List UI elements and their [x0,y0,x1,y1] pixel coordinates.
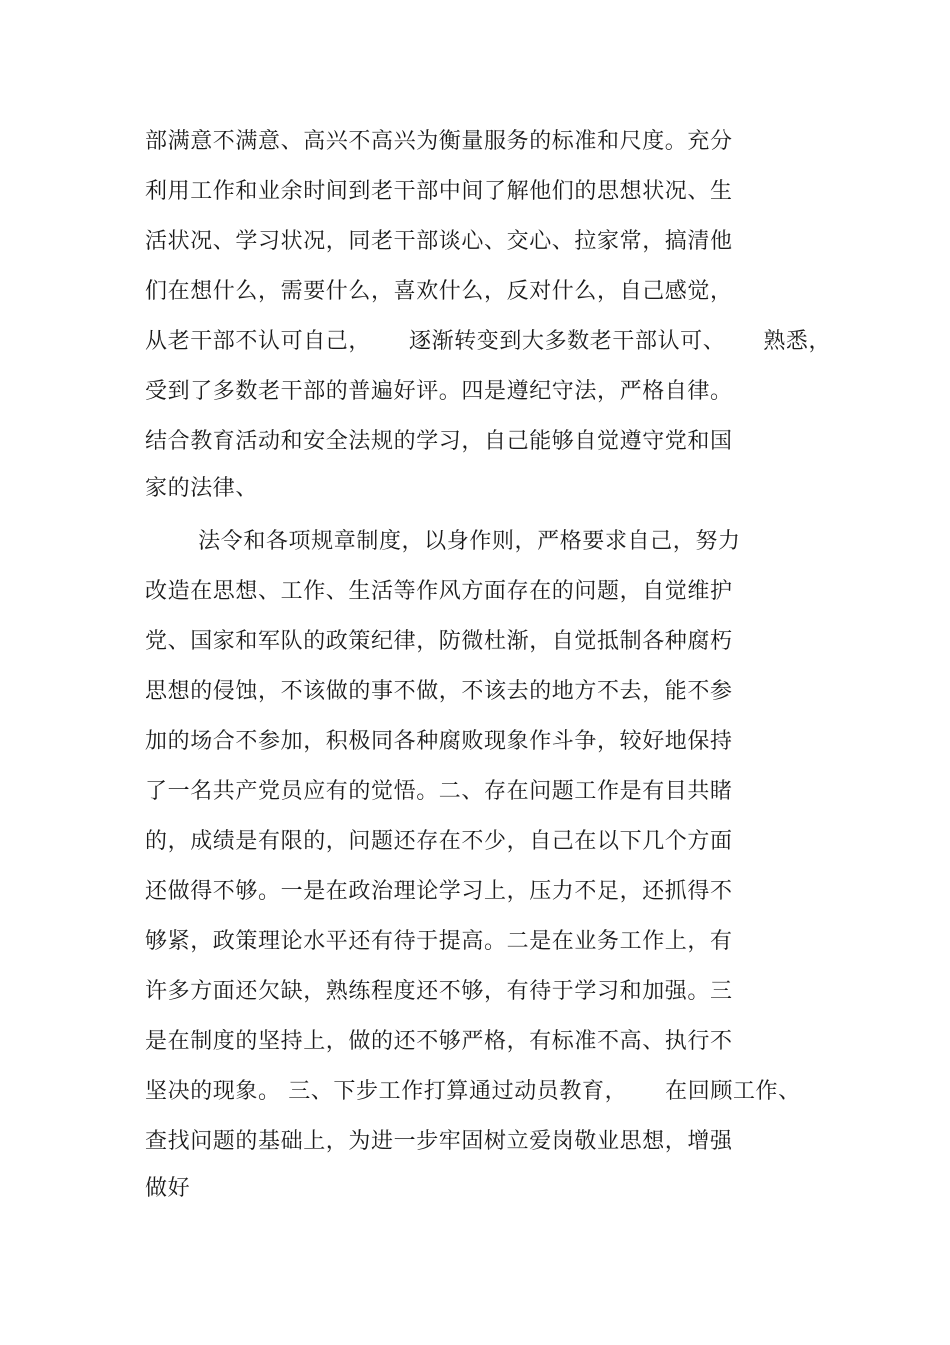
text-line: 加的场合不参加，积极同各种腐败现象作斗争，较好地保持 [145,729,733,754]
text-line: 利用工作和业余时间到老干部中间了解他们的思想状况、生 [145,179,733,204]
text-line: 了一名共产党员应有的觉悟。二、存在问题工作是有目共睹 [145,779,733,804]
text-line: 坚决的现象。 三、下步工作打算通过动员教育， 在回顾工作、 [145,1079,801,1104]
text-line: 还做得不够。一是在政治理论学习上，压力不足，还抓得不 [145,879,733,904]
text-line: 查找问题的基础上，为进一步牢固树立爱岗敬业思想，增强 [145,1129,733,1154]
text-line: 改造在思想、工作、生活等作风方面存在的问题，自觉维护 [145,579,733,604]
text-line: 部满意不满意、高兴不高兴为衡量服务的标准和尺度。充分 [145,129,733,154]
text-line: 党、国家和军队的政策纪律，防微杜渐，自觉抵制各种腐朽 [145,629,733,654]
text-line: 许多方面还欠缺，熟练程度还不够，有待于学习和加强。三 [145,979,733,1004]
text-line: 受到了多数老干部的普遍好评。四是遵纪守法，严格自律。 [145,379,733,404]
text-line: 的，成绩是有限的，问题还存在不少，自己在以下几个方面 [145,829,733,854]
text-line: 结合教育活动和安全法规的学习，自己能够自觉遵守党和国 [145,429,733,454]
text-line: 活状况、学习状况，同老干部谈心、交心、拉家常，搞清他 [145,229,733,254]
text-line: 够紧，政策理论水平还有待于提高。二是在业务工作上，有 [145,929,733,954]
text-line: 们在想什么，需要什么，喜欢什么，反对什么，自己感觉， [145,279,733,304]
text-line: 家的法律、 [145,476,259,501]
text-line: 做好 [145,1176,191,1201]
text-line: 是在制度的坚持上，做的还不够严格，有标准不高、执行不 [145,1029,733,1054]
text-line: 法令和各项规章制度，以身作则，严格要求自己，努力 [145,529,741,554]
text-line: 从老干部不认可自己， 逐渐转变到大多数老干部认可、 熟悉， [145,329,832,354]
text-line: 思想的侵蚀，不该做的事不做，不该去的地方不去，能不参 [145,679,733,704]
